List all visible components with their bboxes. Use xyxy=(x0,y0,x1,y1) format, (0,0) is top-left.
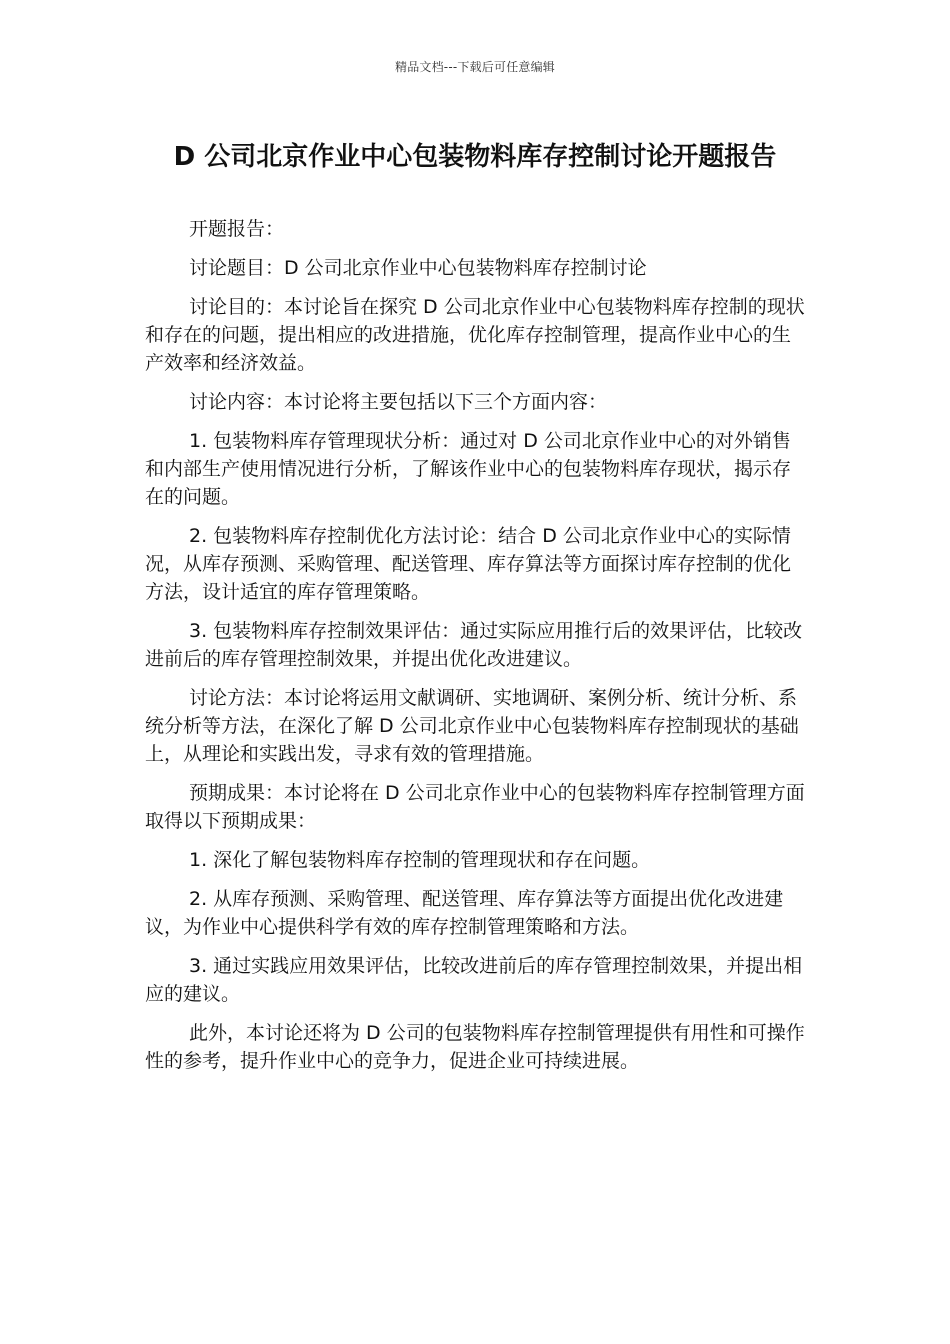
document-title: D 公司北京作业中心包装物料库存控制讨论开题报告 xyxy=(173,142,777,172)
paragraph-content-item-3: 3. 包装物料库存控制效果评估：通过实际应用推行后的效果评估，比较改进前后的库存管理控制效果，并提出优化改进建议。 xyxy=(145,620,803,670)
document-body xyxy=(145,215,805,1086)
header-watermark: 精品文档---下载后可任意编辑 xyxy=(395,60,555,74)
paragraph-outcome-intro: 预期成果：本讨论将在 D 公司北京作业中心的包装物料库存控制管理方面取得以下预期成果： xyxy=(145,782,805,832)
paragraph-content-intro: 讨论内容：本讨论将主要包括以下三个方面内容： xyxy=(189,391,608,413)
paragraph-outcome-item-3: 3. 通过实践应用效果评估，比较改进前后的库存管理控制效果，并提出相应的建议。 xyxy=(145,955,803,1005)
paragraph-content-item-2: 2. 包装物料库存控制优化方法讨论：结合 D 公司北京作业中心的实际情况，从库存预测、采购管理、配送管理、库存算法等方面探讨库存控制的优化方法，设计适宜的库存管理策略。 xyxy=(145,525,792,603)
paragraph-outcome-item-1: 1. 深化了解包装物料库存控制的管理现状和存在问题。 xyxy=(189,849,651,871)
paragraph-outcome-item-2: 2. 从库存预测、采购管理、配送管理、库存算法等方面提出优化改进建议，为作业中心提供科学有效的库存控制管理策略和方法。 xyxy=(145,888,784,938)
paragraph-topic: 讨论题目：D 公司北京作业中心包装物料库存控制讨论 xyxy=(189,257,647,279)
paragraph-method: 讨论方法：本讨论将运用文献调研、实地调研、案例分析、统计分析、系统分析等方法，在深化了解 D 公司北京作业中心包装物料库存控制现状的基础上，从理论和实践出发，寻求有效的管理措施。 xyxy=(145,687,799,765)
paragraph-heading: 开题报告： xyxy=(189,218,285,240)
paragraph-conclusion: 此外，本讨论还将为 D 公司的包装物料库存控制管理提供有用性和可操作性的参考，提升作业中心的竞争力，促进企业可持续进展。 xyxy=(145,1022,805,1072)
paragraph-purpose: 讨论目的：本讨论旨在探究 D 公司北京作业中心包装物料库存控制的现状和存在的问题，提出相应的改进措施，优化库存控制管理，提高作业中心的生产效率和经济效益。 xyxy=(145,296,805,374)
paragraph-content-item-1: 1. 包装物料库存管理现状分析：通过对 D 公司北京作业中心的对外销售和内部生产使用情况进行分析，了解该作业中心的包装物料库存现状，揭示存在的问题。 xyxy=(145,430,792,508)
